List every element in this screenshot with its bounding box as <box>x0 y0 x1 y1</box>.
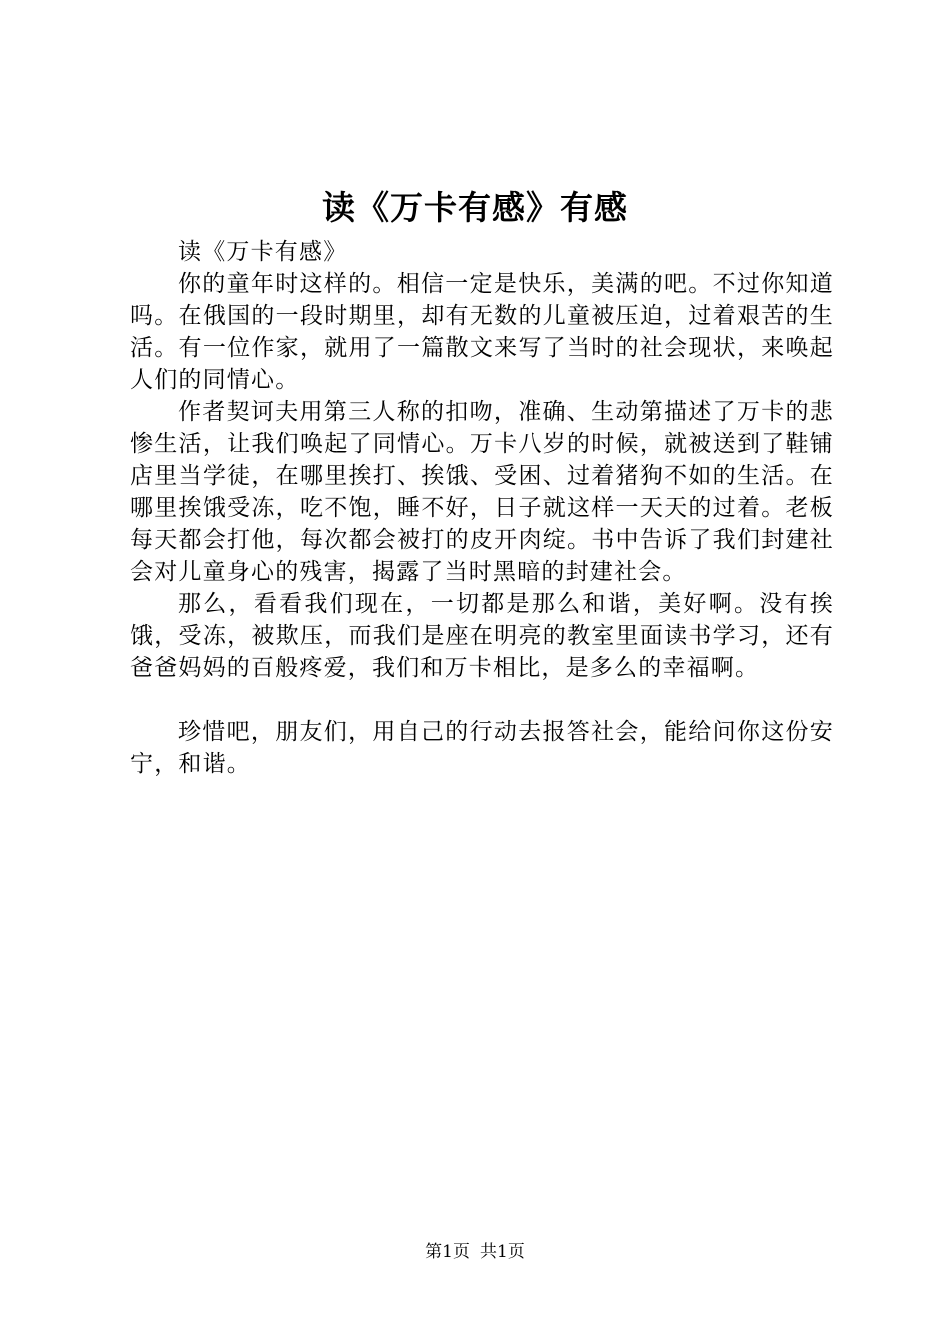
paragraph-4: 珍惜吧，朋友们，用自己的行动去报答社会，能给问你这份安宁，和谐。 <box>130 719 834 777</box>
document-body <box>130 236 834 780</box>
page-total: 共1页 <box>480 1242 525 1262</box>
document-title: 读《万卡有感》有感 <box>322 188 628 227</box>
page-footer <box>0 1240 950 1264</box>
paragraph-2: 作者契诃夫用第三人称的扣吻，准确、生动第描述了万卡的悲惨生活，让我们唤起了同情心。万卡八岁的时候，就被送到了鞋铺店里当学徒，在哪里挨打、挨饿、受困、过着猪狗不如的生活。在哪里挨饿受冻，吃不饱，睡不好，日子就这样一天天的过着。老板每天都会打他，每次都会被打的皮开肉绽。书中告诉了我们封建社会对儿童身心的残害，揭露了当时黑暗的封建社会。 <box>130 399 834 585</box>
paragraph-1: 你的童年时这样的。相信一定是快乐，美满的吧。不过你知道吗。在俄国的一段时期里，却有无数的儿童被压迫，过着艰苦的生活。有一位作家，就用了一篇散文来写了当时的社会现状，来唤起人们的同情心。 <box>130 271 834 393</box>
paragraph-heading: 读《万卡有感》 <box>178 239 348 265</box>
page-number: 第1页 <box>425 1242 470 1262</box>
paragraph-3: 那么，看看我们现在，一切都是那么和谐，美好啊。没有挨饿，受冻，被欺压，而我们是座在明亮的教室里面读书学习，还有爸爸妈妈的百般疼爱，我们和万卡相比，是多么的幸福啊。 <box>130 591 834 681</box>
